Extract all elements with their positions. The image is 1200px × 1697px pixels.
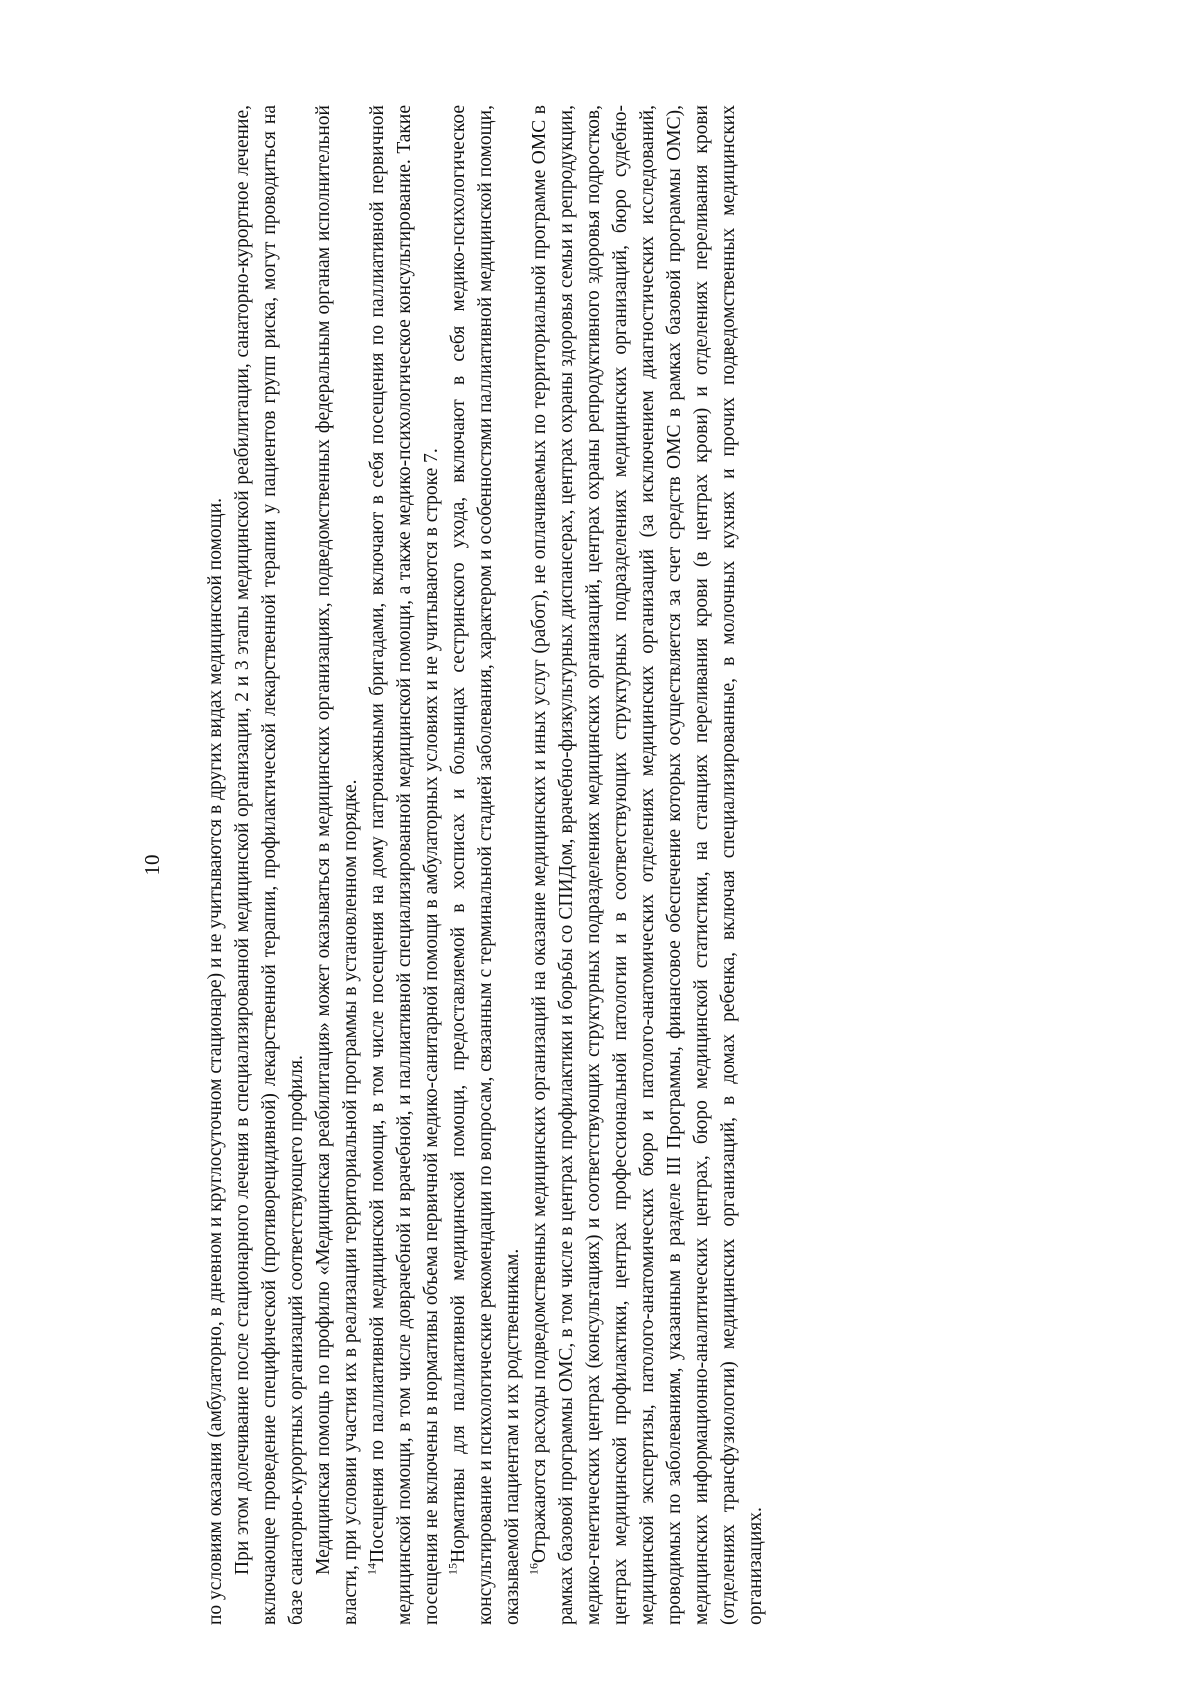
footnote-marker: 16 xyxy=(526,1563,541,1575)
footnote-16 xyxy=(526,105,769,1625)
paragraph-1 xyxy=(202,105,229,1625)
footnote-text: Отражаются расходы подведомственных медицинских организаций на оказание медицинских и иных услуг (работ), не оплачиваемых по территориальной программе ОМС в рамках базовой программы ОМС, в том числе в центрах профилактики и борьбы со СПИДом, врачебно-физкультурных диспансерах, центрах охраны здоровья семьи и репродукции, медико-генетических центрах (консультациях) и соответствующих структурных подразделениях медицинских организаций, центрах охраны репродуктивного здоровья подростков, центрах медицинской профилактики, центрах профессиональной патологии и в соответствующих структурных подразделениях медицинских организаций, бюро судебно-медицинской экспертизы, патолого-анатомических бюро и патолого-анатомических отделениях медицинских организаций (за исключением диагностических исследований, проводимых по заболеваниям, указанным в разделе III Программы, финансовое обеспечение которых осуществляется за счет средств ОМС в рамках базовой программы ОМС), медицинских информационно-аналитических центрах, бюро медицинской статистики, на станциях переливания крови (в центрах крови) и отделениях переливания крови (отделениях трансфузиологии) медицинских организаций, в домах ребенка, включая специализированные, в молочных кухнях и прочих подведомственных медицинских организациях. xyxy=(529,105,766,1625)
footnote-14 xyxy=(364,105,445,1625)
footnote-marker: 15 xyxy=(445,1563,460,1575)
paragraph-2 xyxy=(229,105,310,1625)
paragraph-3 xyxy=(310,105,364,1625)
paragraph-text: Медицинская помощь по профилю «Медицинская реабилитация» может оказываться в медицинских организациях, подведомственных федеральным органам исполнительной власти, при условии участия их в реализации территориальной программы в установленном порядке. xyxy=(313,105,361,1625)
footnote-text: Нормативы для паллиативной медицинской помощи, предоставляемой в хосписах и больницах сестринского ухода, включают в себя медико-психологическое консультирование и психологические рекомендации по вопросам, связанным с терминальной стадией заболевания, характером и особенностями паллиативной медицинской помощи, оказываемой пациентам и их родственникам. xyxy=(448,105,523,1625)
paragraph-text: При этом долечивание после стационарного лечения в специализированной медицинской организации, 2 и 3 этапы медицинской реабилитации, санаторно-курортное лечение, включающее проведение специфической (противорецидивной) лекарственной терапии, профилактической лекарственной терапии у пациентов групп риска, могут проводиться на базе санаторно-курортных организаций соответствующего профиля. xyxy=(232,105,307,1625)
footnote-15 xyxy=(445,105,526,1625)
rotated-page xyxy=(140,105,1200,1625)
footnote-text: Посещения по паллиативной медицинской помощи, в том числе посещения на дому патронажными бригадами, включают в себя посещения по паллиативной первичной медицинской помощи, в том числе доврачебной и врачебной, и паллиативной специализированной медицинской помощи, а также медико-психологическое консультирование. Такие посещения не включены в нормативы объема первичной медико-санитарной помощи в амбулаторных условиях и не учитываются в строке 7. xyxy=(367,105,442,1625)
document-body xyxy=(202,105,769,1625)
footnote-marker: 14 xyxy=(364,1563,379,1575)
page-number: 10 xyxy=(140,854,164,876)
paragraph-text: по условиям оказания (амбулаторно, в дневном и круглосуточном стационаре) и не учитываются в других видах медицинской помощи. xyxy=(205,497,226,1625)
